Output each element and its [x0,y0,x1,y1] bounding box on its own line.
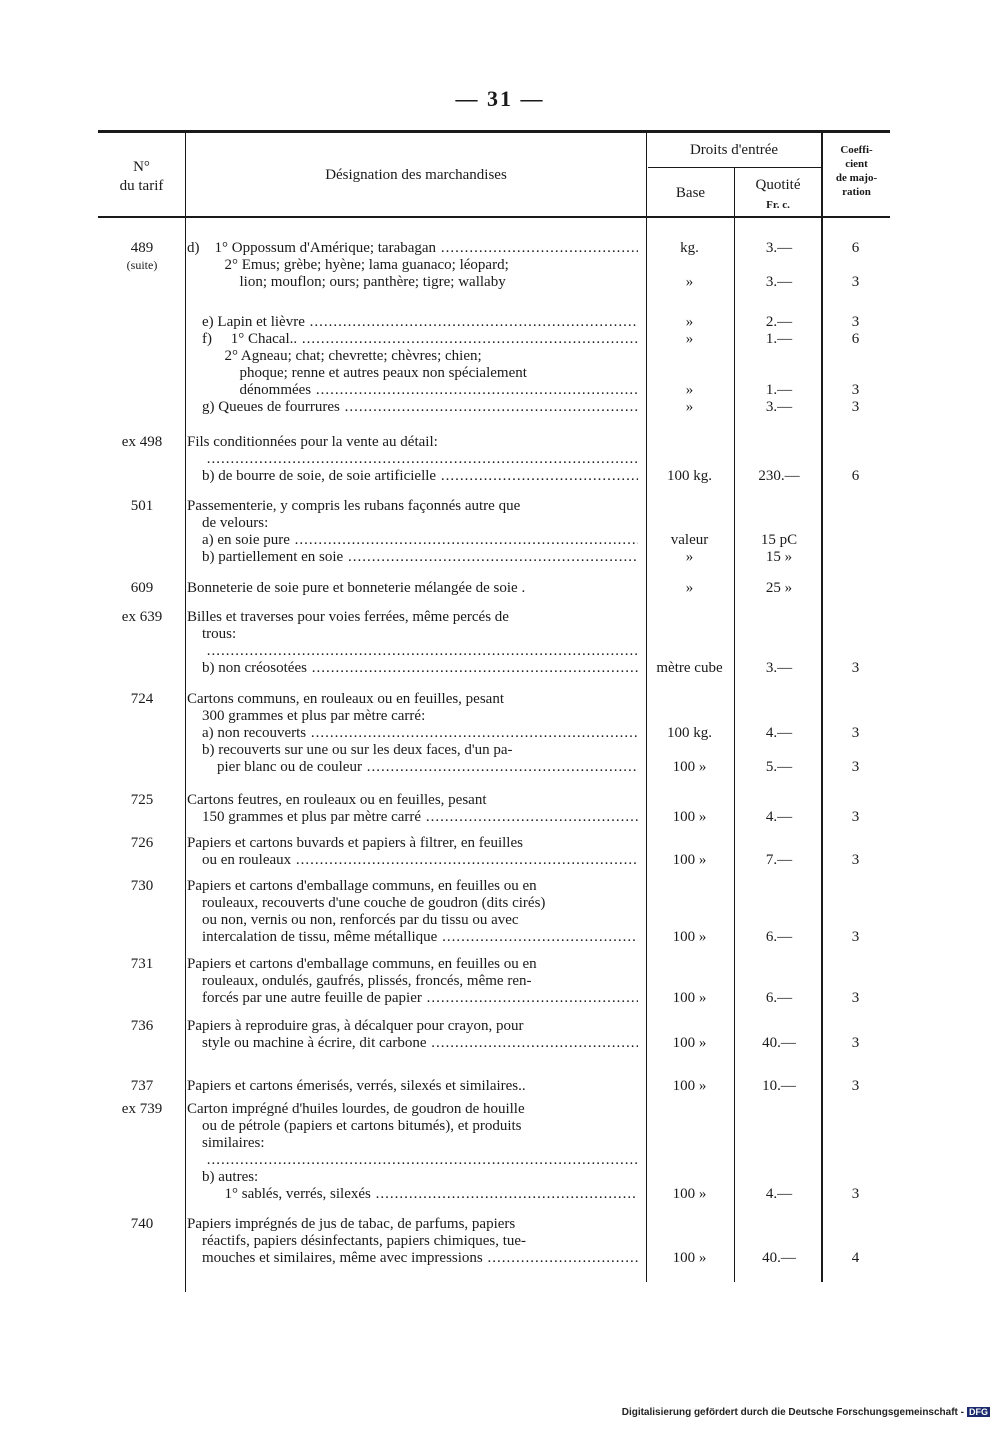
tariff-number-text: 501 [130,498,154,514]
tariff-number [98,580,186,597]
tariff-number [98,1216,186,1233]
table-row [98,1216,890,1271]
designation-line [187,1186,638,1203]
designation-text: phoque; renne et autres peaux non spécialement [187,365,527,381]
footer [622,1407,990,1418]
header-coeff-4: ration [842,186,871,198]
header-bottom-rule [98,216,890,218]
designation-text: Bonneterie de soie pure et bonneterie mélangée de soie . [187,580,526,596]
designation-line [187,878,638,895]
designation [187,1018,638,1052]
designation-line [187,759,638,776]
quotite-value: 6.— [765,990,793,1006]
designation-text: Carton imprégné d'huiles lourdes, de goudron de houille [187,1101,525,1117]
coefficient-value: 3 [851,1035,860,1051]
designation-text: 2° Agneau; chat; chevrette; chèvres; chien; [187,348,482,364]
tariff-number-text: ex 639 [121,609,163,625]
quotite-value: 5.— [765,759,793,775]
designation-text: de velours: [187,515,269,531]
designation-text: Cartons feutres, en rouleaux ou en feuilles, pesant [187,792,487,808]
coefficient-value: 3 [851,1186,860,1202]
designation-text: Papiers imprégnés de jus de tabac, de parfums, papiers [187,1216,516,1232]
table-row [98,835,890,873]
designation-line [187,609,638,626]
designation [187,609,638,677]
header-droits: Droits d'entrée [689,142,779,158]
designation-line [187,1169,638,1186]
quotite-value: 7.— [765,852,793,868]
table-row [98,956,890,1011]
coefficient-value: 3 [851,274,860,290]
designation-line [187,973,638,990]
table-row [98,498,890,570]
quotite-value: 4.— [765,809,793,825]
base-value: » [685,382,694,398]
designation [187,1216,638,1267]
designation-line [187,990,638,1007]
designation-line [187,691,638,708]
coefficient-value: 3 [851,399,860,415]
base-value: 100 » [672,929,707,945]
quotite-value: 3.— [765,274,793,290]
designation-line [187,515,638,532]
designation-line [187,549,638,566]
base-value: 100 » [672,759,707,775]
coefficient-value: 3 [851,1078,860,1094]
coefficient-value: 3 [851,929,860,945]
coefficient-value: 6 [851,240,860,256]
header-base: Base [675,185,706,201]
designation-line [187,852,638,869]
coefficient-value: 3 [851,725,860,741]
coefficient-value: 3 [851,990,860,1006]
designation-text: b) autres: [187,1169,259,1185]
tariff-number [98,835,186,852]
quotite-value: 25 » [765,580,793,596]
designation-text: similaires: [187,1135,265,1151]
designation [187,314,638,416]
quotite-value: 3.— [765,399,793,415]
tariff-number [98,878,186,895]
designation-text [187,643,202,659]
quotite-value: 6.— [765,929,793,945]
designation-line [187,1118,638,1135]
designation-line [187,660,638,677]
designation-line [187,912,638,929]
tariff-number-text: 740 [130,1216,154,1232]
quotite-value: 3.— [765,240,793,256]
designation-line [187,1018,638,1035]
designation-text [187,451,202,467]
designation-line [187,382,638,399]
designation-line [187,1233,638,1250]
designation-text: Papiers et cartons émerisés, verrés, silexés et similaires.. [187,1078,526,1094]
designation-text: 1° sablés, verrés, silexés [187,1186,371,1202]
coefficient-value: 3 [851,382,860,398]
designation-line [187,895,638,912]
footer-text: Digitalisierung gefördert durch die Deutsche Forschungsgemeinschaft - [621,1407,964,1418]
designation-text: Papiers et cartons d'emballage communs, en feuilles ou en [187,878,537,894]
designation [187,792,638,826]
quotite-value: 4.— [765,1186,793,1202]
dfg-logo: DFG [969,1407,988,1417]
designation-text: ou de pétrole (papiers et cartons bitumés), et produits [187,1118,522,1134]
designation-line [187,809,638,826]
tariff-number [98,956,186,973]
tariff-number-text: 724 [130,691,154,707]
table-row [98,580,890,601]
table-row [98,314,890,420]
designation-line [187,1035,638,1052]
designation-line [187,1078,638,1095]
table-row [98,240,890,295]
designation-line [187,1250,638,1267]
base-value: 100 kg. [667,725,712,741]
quotite-value: 4.— [765,725,793,741]
designation-text: réactifs, papiers désinfectants, papiers chimiques, tue- [187,1233,527,1249]
header-quotite-label: Quotité [755,177,801,193]
designation-text: g) Queues de fourrures [187,399,340,415]
designation-text: Passementerie, y compris les rubans façonnés autre que [187,498,521,514]
designation-line [187,240,638,257]
coefficient-value: 3 [851,759,860,775]
coefficient-value: 3 [851,852,860,868]
quotite-value: 10.— [762,1078,796,1094]
designation [187,498,638,566]
designation-line [187,399,638,416]
designation-text: f) 1° Chacal.. [187,331,298,347]
designation-text: dénommées [187,382,312,398]
header-coefficient [823,143,890,199]
header-no-label: N° [133,159,150,175]
table-row [98,792,890,830]
table-row [98,609,890,681]
base-value: » [685,331,694,347]
designation [187,580,638,597]
designation-line [187,956,638,973]
tariff-number-text: ex 739 [121,1101,163,1117]
designation [187,835,638,869]
designation-line [187,626,638,643]
quotite-value: 15 pC [760,532,798,548]
table-row [98,1101,890,1207]
base-value: 100 » [672,1250,707,1266]
designation-line [187,580,638,597]
designation-text: d) 1° Oppossum d'Amérique; tarabagan [187,240,437,256]
designation-text: mouches et similaires, même avec impressions [187,1250,483,1266]
designation-text: e) Lapin et lièvre [187,314,305,330]
designation-text: ou non, vernis ou non, renforcés par du tissu ou avec [187,912,519,928]
designation-text: b) non créosotées [187,660,307,676]
header-designation: Désignation des marchandises [325,167,507,183]
header-coeff-3: de majo- [835,172,878,184]
designation-text: trous: [187,626,237,642]
table-row [98,1018,890,1056]
quotite-value: 230.— [758,468,800,484]
designation-text: intercalation de tissu, même métallique [187,929,438,945]
quotite-value: 2.— [765,314,793,330]
designation-text: Cartons communs, en rouleaux ou en feuilles, pesant [187,691,505,707]
tariff-number-text: 726 [130,835,154,851]
designation [187,1101,638,1203]
designation-line [187,742,638,759]
designation-text: ou en rouleaux [187,852,292,868]
header-du-tarif: du tarif [119,178,164,194]
designation-line [187,1101,638,1118]
designation-line [187,434,638,451]
designation-text: Papiers et cartons buvards et papiers à filtrer, en feuilles [187,835,523,851]
base-value: » [685,399,694,415]
header-frc: Fr. c. [766,199,790,211]
designation-text: Fils conditionnées pour la vente au détail: [187,434,438,450]
base-value: 100 » [672,852,707,868]
page-number: — 31 — [455,86,545,111]
quotite-value: 15 » [765,549,793,565]
tariff-number [98,240,186,274]
designation-text: b) de bourre de soie, de soie artificielle [187,468,437,484]
coefficient-value: 4 [851,1250,860,1266]
coefficient-value: 6 [851,331,860,347]
designation-text: forcés par une autre feuille de papier [187,990,422,1006]
table-row [98,878,890,950]
tariff-number-text: 730 [130,878,154,894]
designation-text: Papiers à reproduire gras, à décalquer pour crayon, pour [187,1018,524,1034]
tariff-number [98,1101,186,1118]
table-row [98,1078,890,1099]
tariff-number-text: ex 498 [121,434,163,450]
designation-text: 2° Emus; grèbe; hyène; lama guanaco; léopard; [187,257,509,273]
designation-text: a) en soie pure [187,532,290,548]
designation-line [187,532,638,549]
designation-text: Billes et traverses pour voies ferrées, même percés de [187,609,509,625]
tariff-number-text: 725 [130,792,154,808]
designation-line [187,498,638,515]
designation-line [187,331,638,348]
base-value: » [685,549,694,565]
coefficient-value: 6 [851,468,860,484]
designation-text: a) non recouverts [187,725,307,741]
coefficient-value: 3 [851,314,860,330]
base-value: » [685,274,694,290]
designation-text: style ou machine à écrire, dit carbone [187,1035,427,1051]
table-row [98,691,890,780]
designation-line [187,835,638,852]
coefficient-value: 3 [851,660,860,676]
tariff-number [98,434,186,451]
base-value: 100 » [672,809,707,825]
base-value: 100 » [672,1078,707,1094]
designation-text: 300 grammes et plus par mètre carré: [187,708,426,724]
base-value: 100 » [672,1186,707,1202]
table-top-rule [98,130,890,133]
designation-line [187,792,638,809]
designation-text: lion; mouflon; ours; panthère; tigre; wallaby [187,274,506,290]
base-value: mètre cube [656,660,723,676]
header-quotite [735,176,821,214]
designation [187,691,638,776]
designation-line [187,643,638,660]
tariff-number-text: 731 [130,956,154,972]
tariff-number-text: 737 [130,1078,154,1094]
designation-text: b) partiellement en soie [187,549,344,565]
tariff-number [98,498,186,515]
tariff-number [98,1078,186,1095]
table-row [98,434,890,489]
tariff-number-text: 489 [130,240,154,256]
quotite-value: 40.— [762,1035,796,1051]
designation-line [187,451,638,468]
designation-line [187,1135,638,1152]
designation-text: Papiers et cartons d'emballage communs, en feuilles ou en [187,956,537,972]
designation [187,956,638,1007]
designation [187,434,638,485]
designation-line [187,1216,638,1233]
designation-line [187,1152,638,1169]
designation-text: 150 grammes et plus par mètre carré [187,809,422,825]
quotite-value: 1.— [765,331,793,347]
designation-line [187,314,638,331]
designation-line [187,929,638,946]
base-value: valeur [670,532,709,548]
coefficient-value: 3 [851,809,860,825]
tariff-number [98,792,186,809]
designation-line [187,274,638,291]
quotite-value: 3.— [765,660,793,676]
tariff-number [98,609,186,626]
header-no [98,158,185,196]
designation-text [187,1152,202,1168]
base-value: » [685,580,694,596]
designation-line [187,348,638,365]
base-value: 100 kg. [667,468,712,484]
tariff-number [98,1018,186,1035]
base-value: » [685,314,694,330]
base-value: 100 » [672,990,707,1006]
designation-line [187,725,638,742]
tariff-number-text: 609 [130,580,154,596]
designation-line [187,365,638,382]
designation-line [187,468,638,485]
designation [187,878,638,946]
designation-text: rouleaux, ondulés, gaufrés, plissés, froncés, même ren- [187,973,532,989]
tariff-number [98,691,186,708]
header-coeff-1: Coeffi- [840,144,873,156]
designation [187,240,638,291]
tariff-number-suite: (suite) [126,258,158,272]
designation-text: rouleaux, recouverts d'une couche de goudron (dits cirés) [187,895,546,911]
header-coeff-2: cient [845,158,868,170]
designation-text: pier blanc ou de couleur [187,759,362,775]
designation [187,1078,638,1095]
base-value: 100 » [672,1035,707,1051]
designation-text: b) recouverts sur une ou sur les deux faces, d'un pa- [187,742,513,758]
designation-line [187,257,638,274]
quotite-value: 1.— [765,382,793,398]
quotite-value: 40.— [762,1250,796,1266]
base-value: kg. [680,240,699,256]
tariff-number-text: 736 [130,1018,154,1034]
designation-line [187,708,638,725]
